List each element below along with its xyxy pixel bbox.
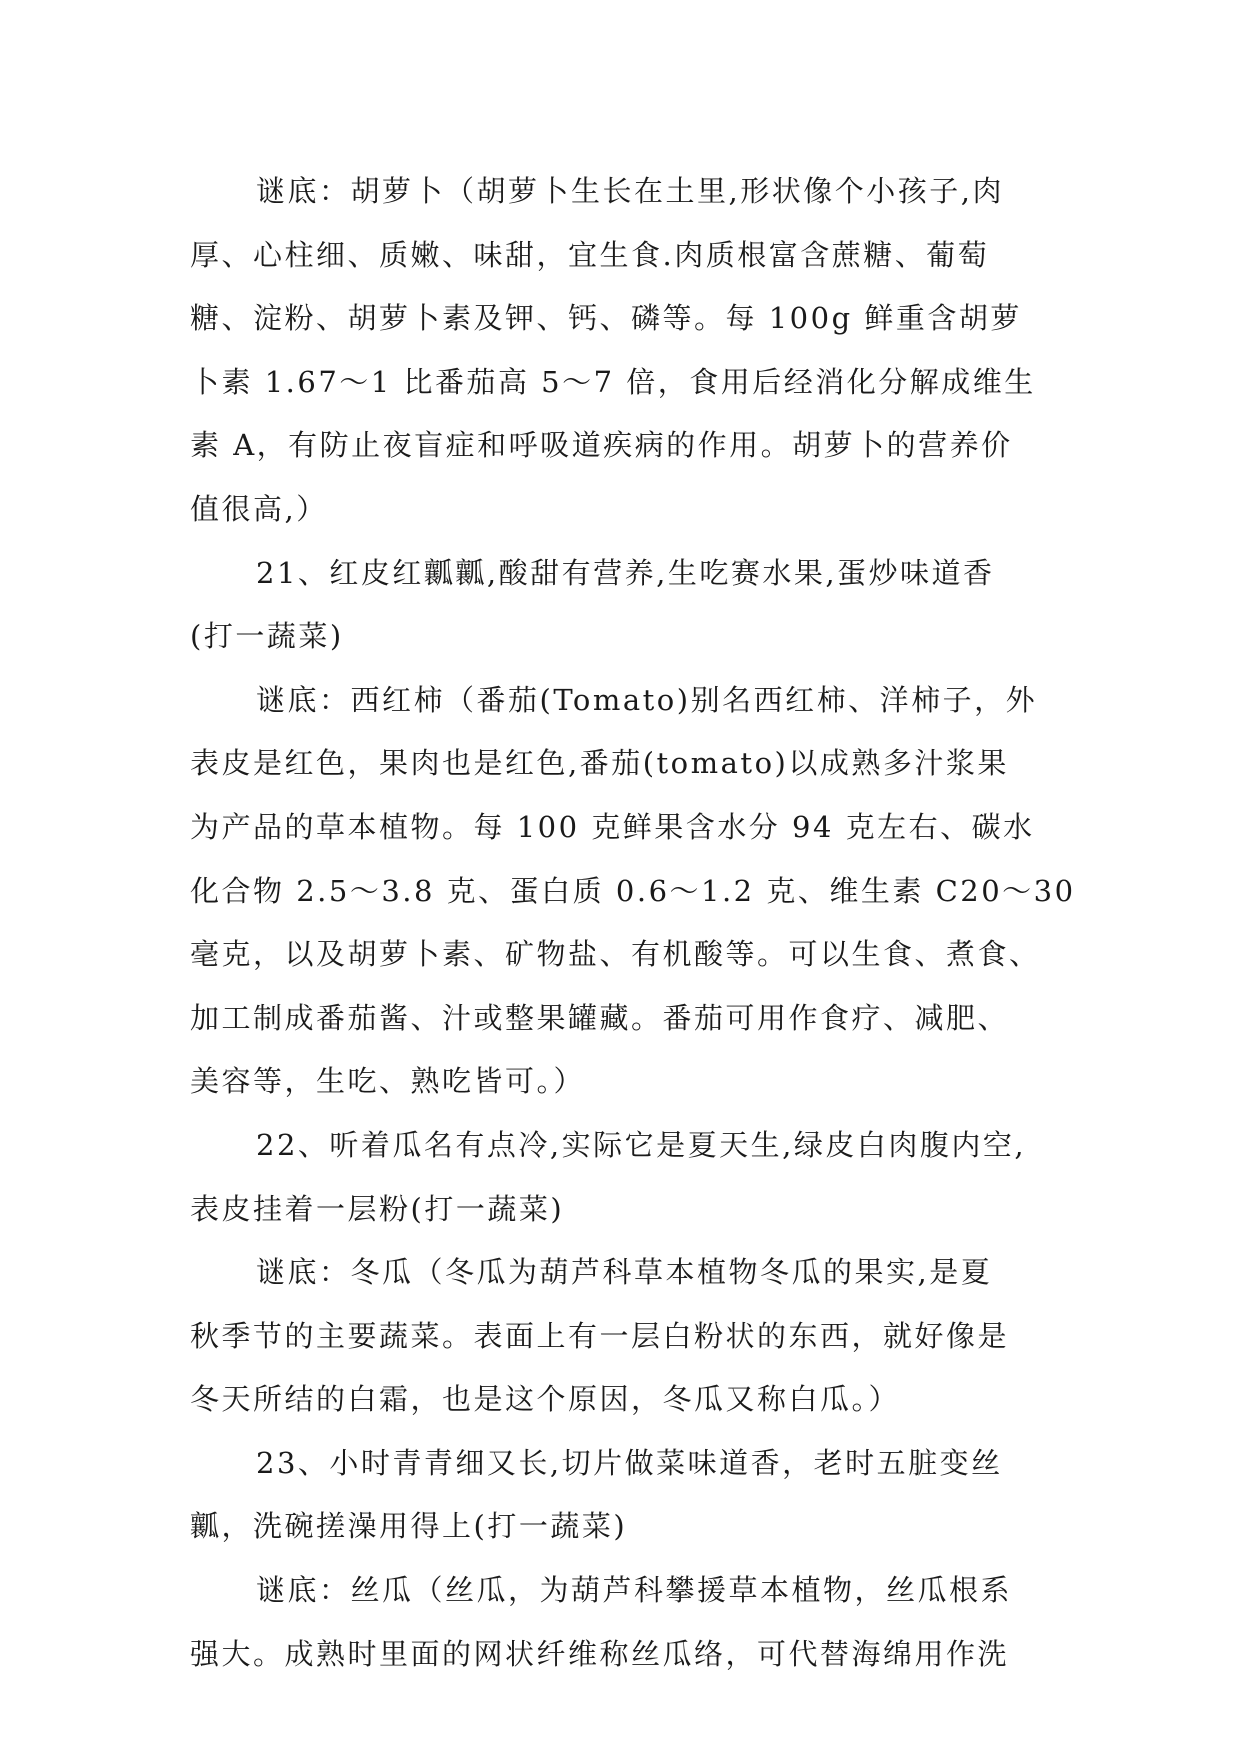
text-line: (打一蔬菜) xyxy=(190,619,344,654)
text-line: 美容等，生吃、熟吃皆可。） xyxy=(190,1064,586,1099)
text-line: 22、听着瓜名有点冷,实际它是夏天生,绿皮白肉腹内空, xyxy=(256,1127,1027,1162)
text-line: 为产品的草本植物。每 100 克鲜果含水分 94 克左右、碳水 xyxy=(190,809,1035,844)
text-line: 23、小时青青细又长,切片做菜味道香，老时五脏变丝 xyxy=(256,1445,1003,1480)
text-line: 谜底：丝瓜（丝瓜，为葫芦科攀援草本植物，丝瓜根系 xyxy=(256,1573,1013,1608)
text-line: 谜底：西红柿（番茄(Tomato)别名西红柿、洋柿子，外 xyxy=(256,682,1038,717)
document-body xyxy=(190,160,1076,1686)
text-line: 卜素 1.67～1 比番茄高 5～7 倍，食用后经消化分解成维生 xyxy=(190,364,1036,399)
text-line: 毫克，以及胡萝卜素、矿物盐、有机酸等。可以生食、煮食、 xyxy=(190,937,1041,972)
text-line: 表皮挂着一层粉(打一蔬菜) xyxy=(190,1191,565,1226)
text-line: 厚、心柱细、质嫩、味甜，宜生食.肉质根富含蔗糖、葡萄 xyxy=(190,237,990,272)
text-line: 值很高,） xyxy=(190,491,328,526)
text-line: 瓤，洗碗搓澡用得上(打一蔬菜) xyxy=(190,1509,628,1544)
text-line: 强大。成熟时里面的网状纤维称丝瓜络，可代替海绵用作洗 xyxy=(190,1636,1010,1671)
text-line: 谜底：胡萝卜（胡萝卜生长在土里,形状像个小孩子,肉 xyxy=(256,174,1004,208)
text-line: 谜底：冬瓜（冬瓜为葫芦科草本植物冬瓜的果实,是夏 xyxy=(256,1255,993,1290)
text-line: 21、红皮红瓤瓤,酸甜有营养,生吃赛水果,蛋炒味道香 xyxy=(256,555,995,590)
text-line: 冬天所结的白霜，也是这个原因，冬瓜又称白瓜。） xyxy=(190,1382,901,1417)
text-line: 素 A，有防止夜盲症和呼吸道疾病的作用。胡萝卜的营养价 xyxy=(190,428,1013,463)
text-line: 表皮是红色，果肉也是红色,番茄(tomato)以成熟多汁浆果 xyxy=(190,746,1009,781)
text-line: 秋季节的主要蔬菜。表面上有一层白粉状的东西，就好像是 xyxy=(190,1318,1010,1353)
text-line: 化合物 2.5～3.8 克、蛋白质 0.6～1.2 克、维生素 C20～30 xyxy=(190,873,1076,908)
text-line: 加工制成番茄酱、汁或整果罐藏。番茄可用作食疗、减肥、 xyxy=(190,1000,1010,1035)
text-line: 糖、淀粉、胡萝卜素及钾、钙、磷等。每 100g 鲜重含胡萝 xyxy=(190,301,1022,336)
